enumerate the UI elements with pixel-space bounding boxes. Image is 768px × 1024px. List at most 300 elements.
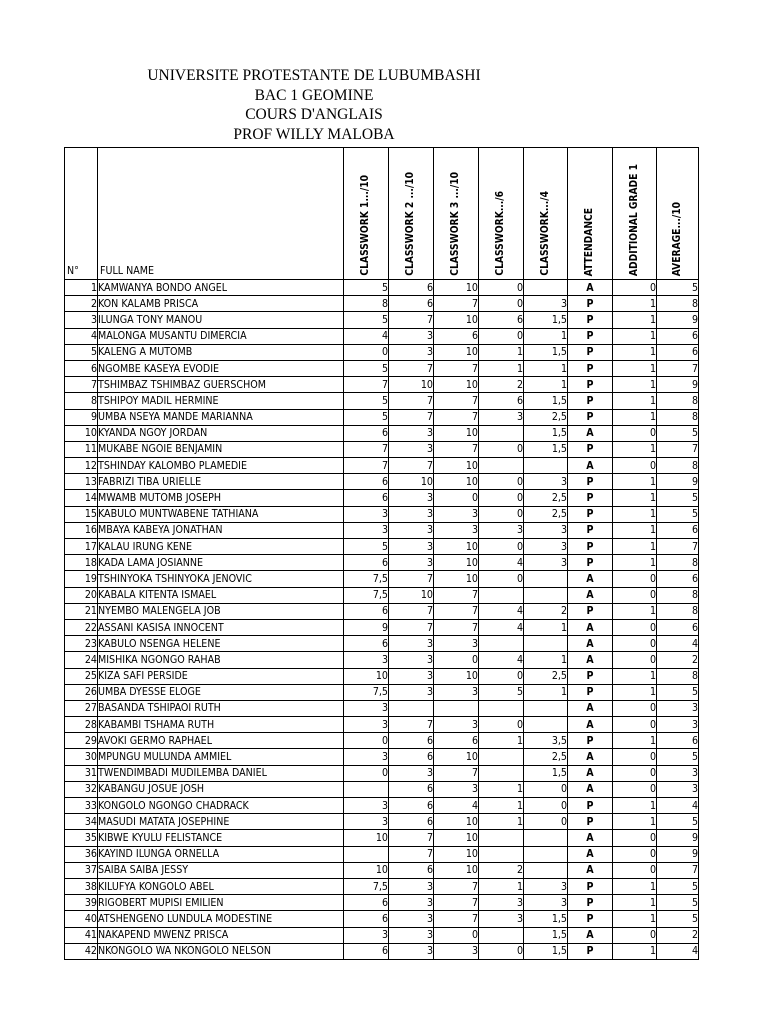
average-score: 9 (657, 312, 699, 328)
class-name: BAC 1 GEOMINE (254, 86, 374, 104)
classwork-6-score (479, 765, 524, 781)
classwork-6-score: 0 (479, 571, 524, 587)
student-name: NGOMBE KASEYA EVODIE (98, 360, 344, 376)
additional-grade: 1 (613, 684, 657, 700)
student-name: KONGOLO NGONGO CHADRACK (98, 798, 344, 814)
student-name: KABULO NSENGA HELENE (98, 636, 344, 652)
classwork-6-score: 0 (479, 506, 524, 522)
student-name: UMBA NSEYA MANDE MARIANNA (98, 409, 344, 425)
classwork-6-score: 1 (479, 798, 524, 814)
attendance-mark: P (568, 296, 613, 312)
student-name: TSHIMBAZ TSHIMBAZ GUERSCHOM (98, 377, 344, 393)
row-number: 29 (65, 733, 98, 749)
average-score: 6 (657, 571, 699, 587)
classwork-6-score: 1 (479, 360, 524, 376)
classwork-4-score: 1 (524, 328, 568, 344)
classwork-6-score: 0 (479, 943, 524, 959)
classwork-3-score: 7 (434, 393, 479, 409)
student-name: KABAMBI TSHAMA RUTH (98, 717, 344, 733)
row-number: 24 (65, 652, 98, 668)
table-row (65, 328, 699, 344)
student-name: KIZA SAFI PERSIDE (98, 668, 344, 684)
classwork-4-score: 1,5 (524, 911, 568, 927)
attendance-mark: P (568, 555, 613, 571)
table-row (65, 539, 699, 555)
classwork-2-score: 6 (389, 798, 434, 814)
additional-grade: 1 (613, 344, 657, 360)
classwork-6-score: 1 (479, 878, 524, 894)
classwork-6-score: 0 (479, 474, 524, 490)
classwork-4-score: 2,5 (524, 506, 568, 522)
classwork-6-score (479, 830, 524, 846)
classwork-2-score: 3 (389, 895, 434, 911)
attendance-mark: P (568, 441, 613, 457)
classwork-6-score (479, 927, 524, 943)
classwork-2-score: 7 (389, 571, 434, 587)
row-number: 19 (65, 571, 98, 587)
attendance-mark: A (568, 458, 613, 474)
row-number: 30 (65, 749, 98, 765)
student-name: MASUDI MATATA JOSEPHINE (98, 814, 344, 830)
classwork-2-score (389, 700, 434, 716)
classwork-1-score: 3 (344, 700, 389, 716)
row-number: 7 (65, 377, 98, 393)
column-header-classwork-3: CLASSWORK 3 .../10 (434, 148, 479, 280)
row-number: 22 (65, 619, 98, 635)
average-score: 7 (657, 360, 699, 376)
classwork-4-score: 2,5 (524, 490, 568, 506)
column-header-classwork-4: CLASSWORK.../4 (524, 148, 568, 280)
additional-grade: 1 (613, 911, 657, 927)
classwork-1-score: 6 (344, 555, 389, 571)
classwork-2-score: 3 (389, 506, 434, 522)
classwork-2-score: 3 (389, 878, 434, 894)
classwork-2-score: 3 (389, 490, 434, 506)
classwork-4-score (524, 862, 568, 878)
average-score: 7 (657, 441, 699, 457)
classwork-3-score: 7 (434, 603, 479, 619)
student-name: MUKABE NGOIE BENJAMIN (98, 441, 344, 457)
classwork-1-score: 7 (344, 458, 389, 474)
additional-grade: 0 (613, 571, 657, 587)
average-score: 4 (657, 636, 699, 652)
row-number: 11 (65, 441, 98, 457)
classwork-4-score: 0 (524, 781, 568, 797)
table-row (65, 895, 699, 911)
classwork-2-score: 7 (389, 846, 434, 862)
additional-grade: 0 (613, 717, 657, 733)
attendance-mark: P (568, 344, 613, 360)
additional-grade: 1 (613, 733, 657, 749)
classwork-4-score (524, 587, 568, 603)
table-row (65, 846, 699, 862)
classwork-2-score: 3 (389, 943, 434, 959)
additional-grade: 1 (613, 312, 657, 328)
attendance-mark: P (568, 328, 613, 344)
table-row (65, 280, 699, 296)
attendance-mark: A (568, 846, 613, 862)
student-name: MPUNGU MULUNDA AMMIEL (98, 749, 344, 765)
classwork-6-score: 1 (479, 781, 524, 797)
classwork-6-score: 0 (479, 441, 524, 457)
student-name: TSHINYOKA TSHINYOKA JENOVIC (98, 571, 344, 587)
classwork-2-score: 6 (389, 749, 434, 765)
classwork-2-score: 7 (389, 619, 434, 635)
additional-grade: 0 (613, 862, 657, 878)
classwork-3-score: 10 (434, 458, 479, 474)
classwork-1-score: 6 (344, 911, 389, 927)
classwork-4-score: 1,5 (524, 344, 568, 360)
classwork-1-score: 10 (344, 668, 389, 684)
classwork-6-score: 2 (479, 862, 524, 878)
classwork-2-score: 6 (389, 814, 434, 830)
classwork-6-score: 4 (479, 555, 524, 571)
attendance-mark: A (568, 781, 613, 797)
classwork-3-score: 7 (434, 409, 479, 425)
attendance-mark: A (568, 717, 613, 733)
student-name: KILUFYA KONGOLO ABEL (98, 878, 344, 894)
attendance-mark: P (568, 409, 613, 425)
classwork-4-score (524, 280, 568, 296)
table-row (65, 458, 699, 474)
average-score: 6 (657, 344, 699, 360)
column-header-additional-grade: ADDITIONAL GRADE 1 (613, 148, 657, 280)
attendance-mark: P (568, 911, 613, 927)
table-row (65, 765, 699, 781)
classwork-3-score: 10 (434, 474, 479, 490)
attendance-mark: P (568, 360, 613, 376)
classwork-2-score: 6 (389, 862, 434, 878)
classwork-6-score (479, 700, 524, 716)
classwork-4-score: 1 (524, 684, 568, 700)
row-number: 35 (65, 830, 98, 846)
additional-grade: 1 (613, 393, 657, 409)
classwork-1-score: 0 (344, 344, 389, 360)
attendance-mark: A (568, 636, 613, 652)
table-row (65, 878, 699, 894)
additional-grade: 0 (613, 425, 657, 441)
classwork-6-score: 0 (479, 717, 524, 733)
classwork-3-score: 3 (434, 943, 479, 959)
row-number: 28 (65, 717, 98, 733)
average-score: 6 (657, 522, 699, 538)
row-number: 42 (65, 943, 98, 959)
classwork-1-score: 6 (344, 943, 389, 959)
classwork-2-score: 3 (389, 927, 434, 943)
additional-grade: 1 (613, 296, 657, 312)
additional-grade: 0 (613, 781, 657, 797)
attendance-mark: P (568, 377, 613, 393)
additional-grade: 1 (613, 377, 657, 393)
classwork-3-score: 4 (434, 798, 479, 814)
student-name: SAIBA SAIBA JESSY (98, 862, 344, 878)
average-score: 3 (657, 717, 699, 733)
additional-grade: 1 (613, 539, 657, 555)
table-row (65, 441, 699, 457)
student-name: MISHIKA NGONGO RAHAB (98, 652, 344, 668)
attendance-mark: P (568, 474, 613, 490)
classwork-1-score: 5 (344, 393, 389, 409)
column-header-average: AVERAGE.../10 (657, 148, 699, 280)
table-row (65, 555, 699, 571)
classwork-2-score: 7 (389, 393, 434, 409)
classwork-6-score: 4 (479, 652, 524, 668)
classwork-2-score: 7 (389, 830, 434, 846)
classwork-6-score (479, 749, 524, 765)
average-score: 5 (657, 878, 699, 894)
attendance-mark: A (568, 830, 613, 846)
student-name: KAYIND ILUNGA ORNELLA (98, 846, 344, 862)
classwork-6-score: 4 (479, 619, 524, 635)
additional-grade: 0 (613, 619, 657, 635)
classwork-3-score: 7 (434, 911, 479, 927)
classwork-6-score (479, 425, 524, 441)
attendance-mark: A (568, 862, 613, 878)
row-number: 38 (65, 878, 98, 894)
table-row (65, 506, 699, 522)
average-score: 4 (657, 943, 699, 959)
table-row (65, 522, 699, 538)
classwork-6-score: 0 (479, 490, 524, 506)
average-score: 7 (657, 862, 699, 878)
classwork-4-score (524, 636, 568, 652)
classwork-3-score: 10 (434, 280, 479, 296)
additional-grade: 0 (613, 280, 657, 296)
classwork-3-score: 0 (434, 652, 479, 668)
student-name: FABRIZI TIBA URIELLE (98, 474, 344, 490)
classwork-4-score: 1 (524, 377, 568, 393)
row-number: 4 (65, 328, 98, 344)
student-name: MWAMB MUTOMB JOSEPH (98, 490, 344, 506)
row-number: 17 (65, 539, 98, 555)
average-score: 8 (657, 603, 699, 619)
classwork-3-score: 3 (434, 717, 479, 733)
classwork-2-score: 7 (389, 458, 434, 474)
row-number: 36 (65, 846, 98, 862)
attendance-mark: A (568, 700, 613, 716)
additional-grade: 0 (613, 652, 657, 668)
student-name: KIBWE KYULU FELISTANCE (98, 830, 344, 846)
classwork-4-score: 1,5 (524, 425, 568, 441)
classwork-3-score: 6 (434, 733, 479, 749)
average-score: 9 (657, 830, 699, 846)
table-row (65, 360, 699, 376)
classwork-4-score (524, 700, 568, 716)
classwork-1-score (344, 781, 389, 797)
table-row (65, 312, 699, 328)
average-score: 3 (657, 700, 699, 716)
row-number: 16 (65, 522, 98, 538)
additional-grade: 1 (613, 441, 657, 457)
student-name: NAKAPEND MWENZ PRISCA (98, 927, 344, 943)
classwork-4-score: 1,5 (524, 441, 568, 457)
classwork-6-score: 4 (479, 603, 524, 619)
table-row (65, 749, 699, 765)
classwork-3-score: 10 (434, 668, 479, 684)
classwork-3-score: 10 (434, 749, 479, 765)
additional-grade: 0 (613, 927, 657, 943)
classwork-6-score (479, 458, 524, 474)
table-row (65, 474, 699, 490)
classwork-3-score: 7 (434, 587, 479, 603)
table-row (65, 814, 699, 830)
row-number: 13 (65, 474, 98, 490)
additional-grade: 1 (613, 668, 657, 684)
column-header-attendance: ATTENDANCE (568, 148, 613, 280)
additional-grade: 0 (613, 830, 657, 846)
attendance-mark: P (568, 603, 613, 619)
classwork-3-score: 3 (434, 781, 479, 797)
classwork-6-score: 5 (479, 684, 524, 700)
classwork-1-score: 6 (344, 490, 389, 506)
classwork-6-score (479, 636, 524, 652)
table-row (65, 830, 699, 846)
classwork-3-score: 7 (434, 895, 479, 911)
classwork-1-score: 3 (344, 814, 389, 830)
student-name: TWENDIMBADI MUDILEMBA DANIEL (98, 765, 344, 781)
classwork-3-score: 6 (434, 328, 479, 344)
classwork-6-score: 3 (479, 409, 524, 425)
classwork-2-score: 7 (389, 360, 434, 376)
university-name: UNIVERSITE PROTESTANTE DE LUBUMBASHI (147, 67, 481, 84)
classwork-1-score: 7 (344, 441, 389, 457)
classwork-3-score: 3 (434, 684, 479, 700)
classwork-3-score: 7 (434, 619, 479, 635)
table-row (65, 700, 699, 716)
additional-grade: 1 (613, 360, 657, 376)
additional-grade: 1 (613, 895, 657, 911)
classwork-1-score: 8 (344, 296, 389, 312)
classwork-2-score: 3 (389, 539, 434, 555)
classwork-1-score: 7,5 (344, 684, 389, 700)
student-name: KABANGU JOSUE JOSH (98, 781, 344, 797)
student-name: NKONGOLO WA NKONGOLO NELSON (98, 943, 344, 959)
column-header-full-name: FULL NAME (98, 148, 344, 280)
classwork-1-score: 0 (344, 733, 389, 749)
student-name: UMBA DYESSE ELOGE (98, 684, 344, 700)
classwork-4-score: 1 (524, 360, 568, 376)
average-score: 5 (657, 749, 699, 765)
classwork-1-score: 4 (344, 328, 389, 344)
classwork-4-score: 3 (524, 878, 568, 894)
average-score: 8 (657, 409, 699, 425)
row-number: 32 (65, 781, 98, 797)
table-row (65, 862, 699, 878)
attendance-mark: P (568, 490, 613, 506)
classwork-3-score: 0 (434, 490, 479, 506)
table-row (65, 587, 699, 603)
column-header-number: N° (65, 148, 98, 280)
student-name: KABALA KITENTA ISMAEL (98, 587, 344, 603)
classwork-1-score: 5 (344, 539, 389, 555)
student-name: NYEMBO MALENGELA JOB (98, 603, 344, 619)
additional-grade: 0 (613, 458, 657, 474)
average-score: 2 (657, 927, 699, 943)
classwork-1-score: 6 (344, 425, 389, 441)
table-row (65, 603, 699, 619)
average-score: 9 (657, 377, 699, 393)
student-name: KYANDA NGOY JORDAN (98, 425, 344, 441)
attendance-mark: A (568, 425, 613, 441)
classwork-1-score: 7,5 (344, 878, 389, 894)
row-number: 39 (65, 895, 98, 911)
classwork-2-score: 3 (389, 425, 434, 441)
additional-grade: 0 (613, 700, 657, 716)
table-row (65, 296, 699, 312)
additional-grade: 1 (613, 878, 657, 894)
additional-grade: 0 (613, 636, 657, 652)
classwork-4-score: 3,5 (524, 733, 568, 749)
row-number: 5 (65, 344, 98, 360)
classwork-2-score: 3 (389, 668, 434, 684)
attendance-mark: P (568, 393, 613, 409)
classwork-4-score (524, 846, 568, 862)
column-header-classwork-2: CLASSWORK 2 .../10 (389, 148, 434, 280)
table-row (65, 733, 699, 749)
classwork-2-score: 6 (389, 296, 434, 312)
classwork-4-score (524, 571, 568, 587)
classwork-2-score: 10 (389, 587, 434, 603)
classwork-4-score: 2,5 (524, 668, 568, 684)
row-number: 33 (65, 798, 98, 814)
table-row (65, 619, 699, 635)
average-score: 5 (657, 490, 699, 506)
classwork-6-score: 6 (479, 312, 524, 328)
classwork-2-score: 3 (389, 522, 434, 538)
average-score: 3 (657, 781, 699, 797)
attendance-mark: P (568, 895, 613, 911)
classwork-1-score: 3 (344, 652, 389, 668)
classwork-3-score: 10 (434, 846, 479, 862)
document-header (0, 66, 628, 144)
row-number: 27 (65, 700, 98, 716)
student-name: MBAYA KABEYA JONATHAN (98, 522, 344, 538)
attendance-mark: A (568, 927, 613, 943)
row-number: 41 (65, 927, 98, 943)
table-row (65, 684, 699, 700)
classwork-3-score: 10 (434, 344, 479, 360)
average-score: 2 (657, 652, 699, 668)
student-name: KON KALAMB PRISCA (98, 296, 344, 312)
row-number: 18 (65, 555, 98, 571)
professor-name: PROF WILLY MALOBA (233, 125, 395, 143)
row-number: 31 (65, 765, 98, 781)
classwork-3-score: 7 (434, 296, 479, 312)
classwork-1-score: 6 (344, 636, 389, 652)
average-score: 8 (657, 668, 699, 684)
student-name: ASSANI KASISA INNOCENT (98, 619, 344, 635)
classwork-1-score: 0 (344, 765, 389, 781)
table-row (65, 652, 699, 668)
classwork-4-score: 3 (524, 539, 568, 555)
classwork-1-score: 5 (344, 312, 389, 328)
average-score: 5 (657, 895, 699, 911)
average-score: 5 (657, 684, 699, 700)
attendance-mark: P (568, 506, 613, 522)
additional-grade: 0 (613, 846, 657, 862)
classwork-4-score: 3 (524, 522, 568, 538)
classwork-1-score: 7 (344, 377, 389, 393)
average-score: 7 (657, 539, 699, 555)
attendance-mark: P (568, 798, 613, 814)
classwork-6-score: 3 (479, 522, 524, 538)
classwork-4-score: 2,5 (524, 749, 568, 765)
student-name: TSHINDAY KALOMBO PLAMEDIE (98, 458, 344, 474)
classwork-1-score: 6 (344, 474, 389, 490)
classwork-3-score: 10 (434, 571, 479, 587)
student-name: KADA LAMA JOSIANNE (98, 555, 344, 571)
table-row (65, 717, 699, 733)
